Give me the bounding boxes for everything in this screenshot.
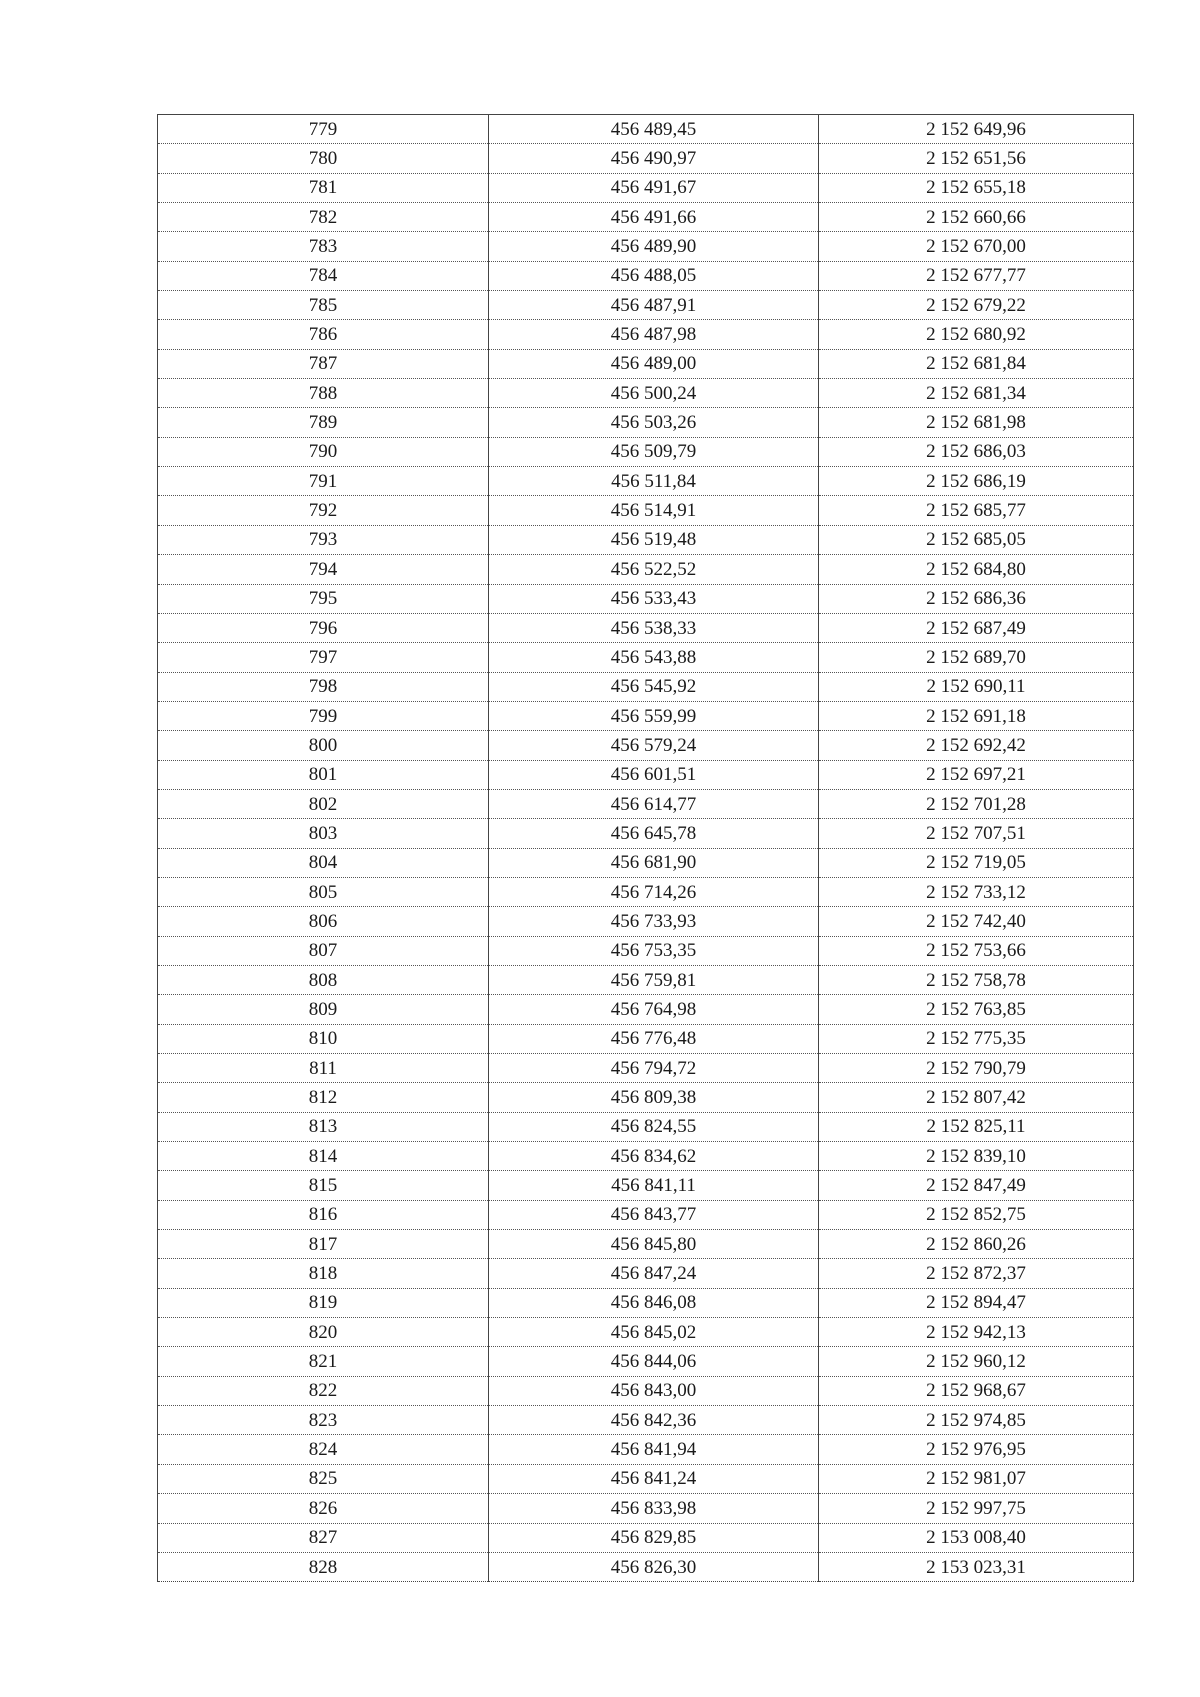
x-coordinate-cell: 456 489,45: [489, 115, 819, 144]
y-coordinate-cell: 2 152 692,42: [819, 731, 1134, 760]
point-number-cell: 823: [158, 1406, 489, 1435]
y-coordinate-cell: 2 152 651,56: [819, 144, 1134, 173]
point-number-cell: 813: [158, 1112, 489, 1141]
coordinates-table-body: [158, 115, 1134, 1582]
table-row: [158, 848, 1134, 877]
y-coordinate-cell: 2 152 707,51: [819, 819, 1134, 848]
point-number-cell: 815: [158, 1171, 489, 1200]
table-row: [158, 672, 1134, 701]
y-coordinate-cell: 2 152 894,47: [819, 1288, 1134, 1317]
y-coordinate-cell: 2 152 684,80: [819, 555, 1134, 584]
y-coordinate-cell: 2 152 807,42: [819, 1083, 1134, 1112]
table-row: [158, 1464, 1134, 1493]
point-number-cell: 785: [158, 291, 489, 320]
point-number-cell: 818: [158, 1259, 489, 1288]
point-number-cell: 808: [158, 965, 489, 994]
x-coordinate-cell: 456 794,72: [489, 1054, 819, 1083]
table-row: [158, 261, 1134, 290]
point-number-cell: 826: [158, 1494, 489, 1523]
y-coordinate-cell: 2 152 860,26: [819, 1230, 1134, 1259]
x-coordinate-cell: 456 503,26: [489, 408, 819, 437]
point-number-cell: 819: [158, 1288, 489, 1317]
x-coordinate-cell: 456 500,24: [489, 379, 819, 408]
point-number-cell: 792: [158, 496, 489, 525]
table-row: [158, 1347, 1134, 1376]
point-number-cell: 806: [158, 907, 489, 936]
point-number-cell: 816: [158, 1200, 489, 1229]
y-coordinate-cell: 2 152 686,03: [819, 437, 1134, 466]
point-number-cell: 821: [158, 1347, 489, 1376]
x-coordinate-cell: 456 843,00: [489, 1376, 819, 1405]
point-number-cell: 779: [158, 115, 489, 144]
point-number-cell: 801: [158, 760, 489, 789]
y-coordinate-cell: 2 152 701,28: [819, 789, 1134, 818]
y-coordinate-cell: 2 152 758,78: [819, 965, 1134, 994]
x-coordinate-cell: 456 845,02: [489, 1318, 819, 1347]
y-coordinate-cell: 2 152 689,70: [819, 643, 1134, 672]
x-coordinate-cell: 456 491,67: [489, 173, 819, 202]
y-coordinate-cell: 2 152 677,77: [819, 261, 1134, 290]
x-coordinate-cell: 456 809,38: [489, 1083, 819, 1112]
x-coordinate-cell: 456 847,24: [489, 1259, 819, 1288]
point-number-cell: 803: [158, 819, 489, 848]
point-number-cell: 807: [158, 936, 489, 965]
y-coordinate-cell: 2 152 670,00: [819, 232, 1134, 261]
y-coordinate-cell: 2 152 825,11: [819, 1112, 1134, 1141]
x-coordinate-cell: 456 487,91: [489, 291, 819, 320]
y-coordinate-cell: 2 152 968,67: [819, 1376, 1134, 1405]
table-row: [158, 144, 1134, 173]
x-coordinate-cell: 456 519,48: [489, 525, 819, 554]
point-number-cell: 783: [158, 232, 489, 261]
x-coordinate-cell: 456 490,97: [489, 144, 819, 173]
point-number-cell: 805: [158, 877, 489, 906]
x-coordinate-cell: 456 545,92: [489, 672, 819, 701]
table-row: [158, 1083, 1134, 1112]
table-row: [158, 1552, 1134, 1581]
y-coordinate-cell: 2 152 839,10: [819, 1142, 1134, 1171]
y-coordinate-cell: 2 152 697,21: [819, 760, 1134, 789]
point-number-cell: 800: [158, 731, 489, 760]
point-number-cell: 812: [158, 1083, 489, 1112]
table-row: [158, 291, 1134, 320]
y-coordinate-cell: 2 152 775,35: [819, 1024, 1134, 1053]
table-row: [158, 643, 1134, 672]
point-number-cell: 825: [158, 1464, 489, 1493]
x-coordinate-cell: 456 538,33: [489, 613, 819, 642]
point-number-cell: 810: [158, 1024, 489, 1053]
point-number-cell: 809: [158, 995, 489, 1024]
y-coordinate-cell: 2 152 660,66: [819, 203, 1134, 232]
x-coordinate-cell: 456 714,26: [489, 877, 819, 906]
table-row: [158, 1054, 1134, 1083]
y-coordinate-cell: 2 152 681,34: [819, 379, 1134, 408]
x-coordinate-cell: 456 491,66: [489, 203, 819, 232]
table-row: [158, 1259, 1134, 1288]
x-coordinate-cell: 456 764,98: [489, 995, 819, 1024]
point-number-cell: 782: [158, 203, 489, 232]
x-coordinate-cell: 456 824,55: [489, 1112, 819, 1141]
table-row: [158, 1435, 1134, 1464]
x-coordinate-cell: 456 681,90: [489, 848, 819, 877]
y-coordinate-cell: 2 152 681,98: [819, 408, 1134, 437]
table-row: [158, 437, 1134, 466]
x-coordinate-cell: 456 522,52: [489, 555, 819, 584]
y-coordinate-cell: 2 153 008,40: [819, 1523, 1134, 1552]
table-row: [158, 1494, 1134, 1523]
y-coordinate-cell: 2 152 686,19: [819, 467, 1134, 496]
point-number-cell: 824: [158, 1435, 489, 1464]
point-number-cell: 820: [158, 1318, 489, 1347]
y-coordinate-cell: 2 152 763,85: [819, 995, 1134, 1024]
x-coordinate-cell: 456 533,43: [489, 584, 819, 613]
table-row: [158, 232, 1134, 261]
y-coordinate-cell: 2 152 976,95: [819, 1435, 1134, 1464]
point-number-cell: 786: [158, 320, 489, 349]
y-coordinate-cell: 2 152 942,13: [819, 1318, 1134, 1347]
table-row: [158, 496, 1134, 525]
point-number-cell: 827: [158, 1523, 489, 1552]
table-row: [158, 408, 1134, 437]
x-coordinate-cell: 456 829,85: [489, 1523, 819, 1552]
coordinates-table: [157, 114, 1134, 1582]
x-coordinate-cell: 456 826,30: [489, 1552, 819, 1581]
x-coordinate-cell: 456 514,91: [489, 496, 819, 525]
x-coordinate-cell: 456 753,35: [489, 936, 819, 965]
table-row: [158, 1406, 1134, 1435]
table-row: [158, 613, 1134, 642]
table-row: [158, 1523, 1134, 1552]
x-coordinate-cell: 456 614,77: [489, 789, 819, 818]
x-coordinate-cell: 456 579,24: [489, 731, 819, 760]
y-coordinate-cell: 2 152 680,92: [819, 320, 1134, 349]
y-coordinate-cell: 2 152 733,12: [819, 877, 1134, 906]
point-number-cell: 799: [158, 701, 489, 730]
y-coordinate-cell: 2 152 852,75: [819, 1200, 1134, 1229]
table-row: [158, 1171, 1134, 1200]
y-coordinate-cell: 2 152 691,18: [819, 701, 1134, 730]
point-number-cell: 796: [158, 613, 489, 642]
table-row: [158, 379, 1134, 408]
point-number-cell: 811: [158, 1054, 489, 1083]
table-row: [158, 965, 1134, 994]
table-row: [158, 789, 1134, 818]
table-row: [158, 555, 1134, 584]
x-coordinate-cell: 456 488,05: [489, 261, 819, 290]
table-row: [158, 819, 1134, 848]
point-number-cell: 822: [158, 1376, 489, 1405]
y-coordinate-cell: 2 152 679,22: [819, 291, 1134, 320]
point-number-cell: 787: [158, 349, 489, 378]
table-row: [158, 1024, 1134, 1053]
x-coordinate-cell: 456 509,79: [489, 437, 819, 466]
table-row: [158, 173, 1134, 202]
x-coordinate-cell: 456 487,98: [489, 320, 819, 349]
table-row: [158, 467, 1134, 496]
point-number-cell: 781: [158, 173, 489, 202]
table-row: [158, 701, 1134, 730]
y-coordinate-cell: 2 152 655,18: [819, 173, 1134, 202]
y-coordinate-cell: 2 152 685,05: [819, 525, 1134, 554]
point-number-cell: 790: [158, 437, 489, 466]
table-row: [158, 995, 1134, 1024]
y-coordinate-cell: 2 152 753,66: [819, 936, 1134, 965]
x-coordinate-cell: 456 841,11: [489, 1171, 819, 1200]
point-number-cell: 802: [158, 789, 489, 818]
x-coordinate-cell: 456 543,88: [489, 643, 819, 672]
table-row: [158, 320, 1134, 349]
point-number-cell: 804: [158, 848, 489, 877]
x-coordinate-cell: 456 733,93: [489, 907, 819, 936]
point-number-cell: 828: [158, 1552, 489, 1581]
y-coordinate-cell: 2 152 847,49: [819, 1171, 1134, 1200]
point-number-cell: 780: [158, 144, 489, 173]
point-number-cell: 788: [158, 379, 489, 408]
x-coordinate-cell: 456 841,94: [489, 1435, 819, 1464]
x-coordinate-cell: 456 511,84: [489, 467, 819, 496]
y-coordinate-cell: 2 153 023,31: [819, 1552, 1134, 1581]
table-row: [158, 877, 1134, 906]
point-number-cell: 798: [158, 672, 489, 701]
x-coordinate-cell: 456 759,81: [489, 965, 819, 994]
y-coordinate-cell: 2 152 997,75: [819, 1494, 1134, 1523]
x-coordinate-cell: 456 833,98: [489, 1494, 819, 1523]
point-number-cell: 791: [158, 467, 489, 496]
table-row: [158, 1230, 1134, 1259]
table-row: [158, 203, 1134, 232]
y-coordinate-cell: 2 152 790,79: [819, 1054, 1134, 1083]
table-row: [158, 1376, 1134, 1405]
x-coordinate-cell: 456 601,51: [489, 760, 819, 789]
x-coordinate-cell: 456 559,99: [489, 701, 819, 730]
point-number-cell: 795: [158, 584, 489, 613]
x-coordinate-cell: 456 844,06: [489, 1347, 819, 1376]
x-coordinate-cell: 456 489,00: [489, 349, 819, 378]
y-coordinate-cell: 2 152 960,12: [819, 1347, 1134, 1376]
table-row: [158, 731, 1134, 760]
y-coordinate-cell: 2 152 872,37: [819, 1259, 1134, 1288]
y-coordinate-cell: 2 152 981,07: [819, 1464, 1134, 1493]
y-coordinate-cell: 2 152 687,49: [819, 613, 1134, 642]
point-number-cell: 784: [158, 261, 489, 290]
y-coordinate-cell: 2 152 719,05: [819, 848, 1134, 877]
x-coordinate-cell: 456 843,77: [489, 1200, 819, 1229]
y-coordinate-cell: 2 152 686,36: [819, 584, 1134, 613]
x-coordinate-cell: 456 842,36: [489, 1406, 819, 1435]
point-number-cell: 793: [158, 525, 489, 554]
y-coordinate-cell: 2 152 649,96: [819, 115, 1134, 144]
table-row: [158, 907, 1134, 936]
table-row: [158, 584, 1134, 613]
table-row: [158, 525, 1134, 554]
table-row: [158, 1318, 1134, 1347]
x-coordinate-cell: 456 645,78: [489, 819, 819, 848]
table-row: [158, 1200, 1134, 1229]
x-coordinate-cell: 456 776,48: [489, 1024, 819, 1053]
x-coordinate-cell: 456 846,08: [489, 1288, 819, 1317]
y-coordinate-cell: 2 152 974,85: [819, 1406, 1134, 1435]
point-number-cell: 794: [158, 555, 489, 584]
x-coordinate-cell: 456 489,90: [489, 232, 819, 261]
table-row: [158, 1112, 1134, 1141]
table-row: [158, 1142, 1134, 1171]
point-number-cell: 814: [158, 1142, 489, 1171]
point-number-cell: 797: [158, 643, 489, 672]
x-coordinate-cell: 456 841,24: [489, 1464, 819, 1493]
point-number-cell: 817: [158, 1230, 489, 1259]
table-row: [158, 936, 1134, 965]
x-coordinate-cell: 456 845,80: [489, 1230, 819, 1259]
table-row: [158, 349, 1134, 378]
x-coordinate-cell: 456 834,62: [489, 1142, 819, 1171]
y-coordinate-cell: 2 152 690,11: [819, 672, 1134, 701]
table-row: [158, 1288, 1134, 1317]
y-coordinate-cell: 2 152 681,84: [819, 349, 1134, 378]
table-row: [158, 760, 1134, 789]
point-number-cell: 789: [158, 408, 489, 437]
table-row: [158, 115, 1134, 144]
y-coordinate-cell: 2 152 742,40: [819, 907, 1134, 936]
y-coordinate-cell: 2 152 685,77: [819, 496, 1134, 525]
